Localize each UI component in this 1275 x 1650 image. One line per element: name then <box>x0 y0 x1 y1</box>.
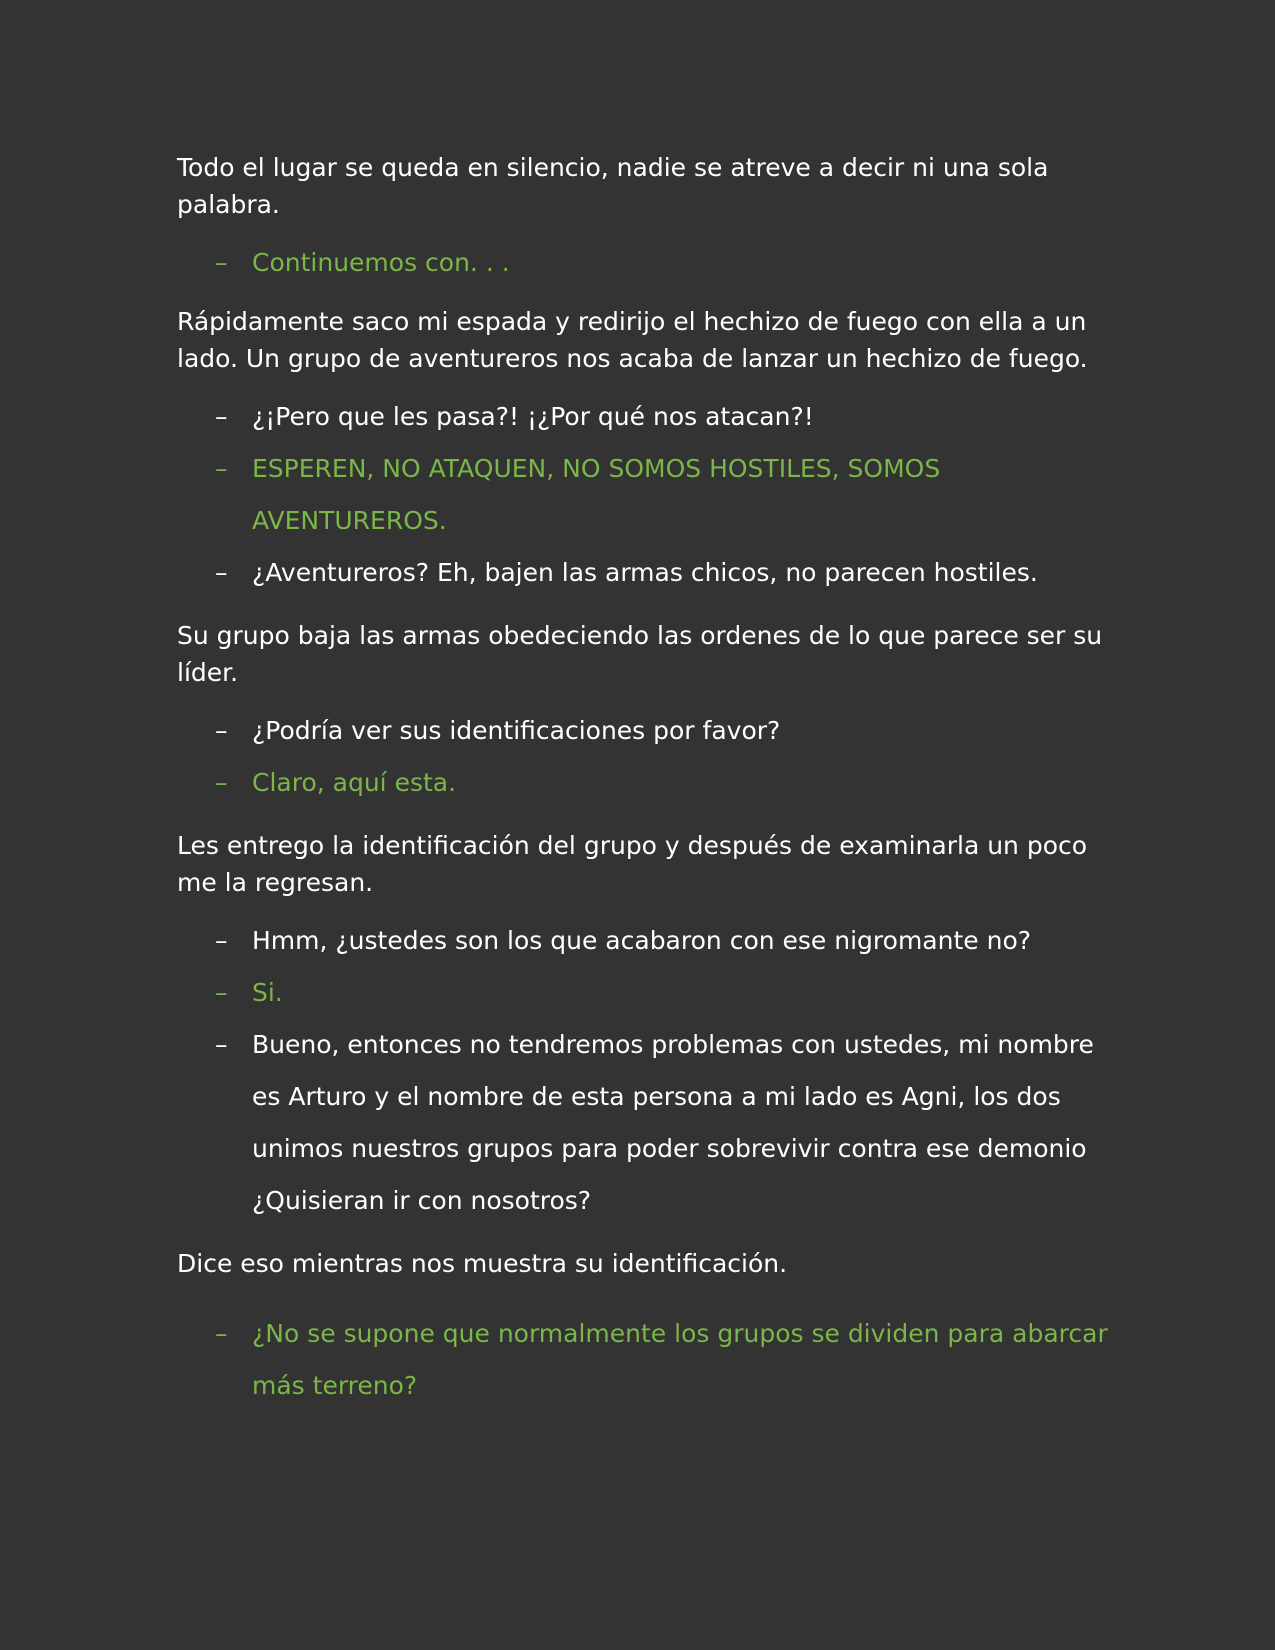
dialogue-line <box>177 757 1115 809</box>
dialogue-line <box>177 1308 1115 1412</box>
narration-paragraph: Dice eso mientras nos muestra su identificación. <box>177 1249 788 1278</box>
dialogue-dash: – <box>215 926 228 955</box>
dialogue-line <box>177 705 1115 757</box>
dialogue-dash: – <box>215 768 228 797</box>
narration-paragraph: Rápidamente saco mi espada y redirijo el hechizo de fuego con ella a un lado. Un grupo de aventureros nos acaba de lanzar un hechizo de fuego. <box>177 307 1088 373</box>
dialogue-line <box>177 967 1115 1019</box>
dialogue-line <box>177 547 1115 599</box>
dialogue-text: ¿Podría ver sus identificaciones por favor? <box>252 716 781 745</box>
narration-paragraph: Les entrego la identificación del grupo y después de examinarla un poco me la regresan. <box>177 831 1088 897</box>
dialogue-text: ¿Aventureros? Eh, bajen las armas chicos, no parecen hostiles. <box>252 558 1038 587</box>
narration-paragraph: Su grupo baja las armas obedeciendo las ordenes de lo que parece ser su líder. <box>177 621 1103 687</box>
dialogue-text: Claro, aquí esta. <box>252 768 457 797</box>
dialogue-line <box>177 915 1115 967</box>
dialogue-text: Hmm, ¿ustedes son los que acabaron con ese nigromante no? <box>252 926 1032 955</box>
dialogue-dash: – <box>215 716 228 745</box>
dialogue-line <box>177 443 1115 547</box>
dialogue-dash: – <box>215 558 228 587</box>
dialogue-line <box>177 237 1115 289</box>
dialogue-text: Bueno, entonces no tendremos problemas con ustedes, mi nombre es Arturo y el nombre de esta persona a mi lado es Agni, los dos unimos nuestros grupos para poder sobrevivir contra ese demonio ¿Quisieran ir con nosotros? <box>252 1030 1094 1215</box>
narration-paragraph: Todo el lugar se queda en silencio, nadie se atreve a decir ni una sola palabra. <box>177 153 1049 219</box>
dialogue-dash: – <box>215 1319 228 1348</box>
dialogue-dash: – <box>215 248 228 277</box>
dialogue-text: Si. <box>252 978 283 1007</box>
dialogue-text: ¿¡Pero que les pasa?! ¡¿Por qué nos atacan?! <box>252 402 814 431</box>
dialogue-text: Continuemos con. . . <box>252 248 510 277</box>
dialogue-dash: – <box>215 402 228 431</box>
dialogue-line <box>177 1019 1115 1227</box>
dialogue-dash: – <box>215 978 228 1007</box>
dialogue-line <box>177 391 1115 443</box>
dialogue-text: ESPEREN, NO ATAQUEN, NO SOMOS HOSTILES, SOMOS AVENTUREROS. <box>252 454 941 535</box>
dialogue-text: ¿No se supone que normalmente los grupos se dividen para abarcar más terreno? <box>252 1319 1108 1400</box>
dialogue-dash: – <box>215 1030 228 1059</box>
dialogue-dash: – <box>215 454 228 483</box>
